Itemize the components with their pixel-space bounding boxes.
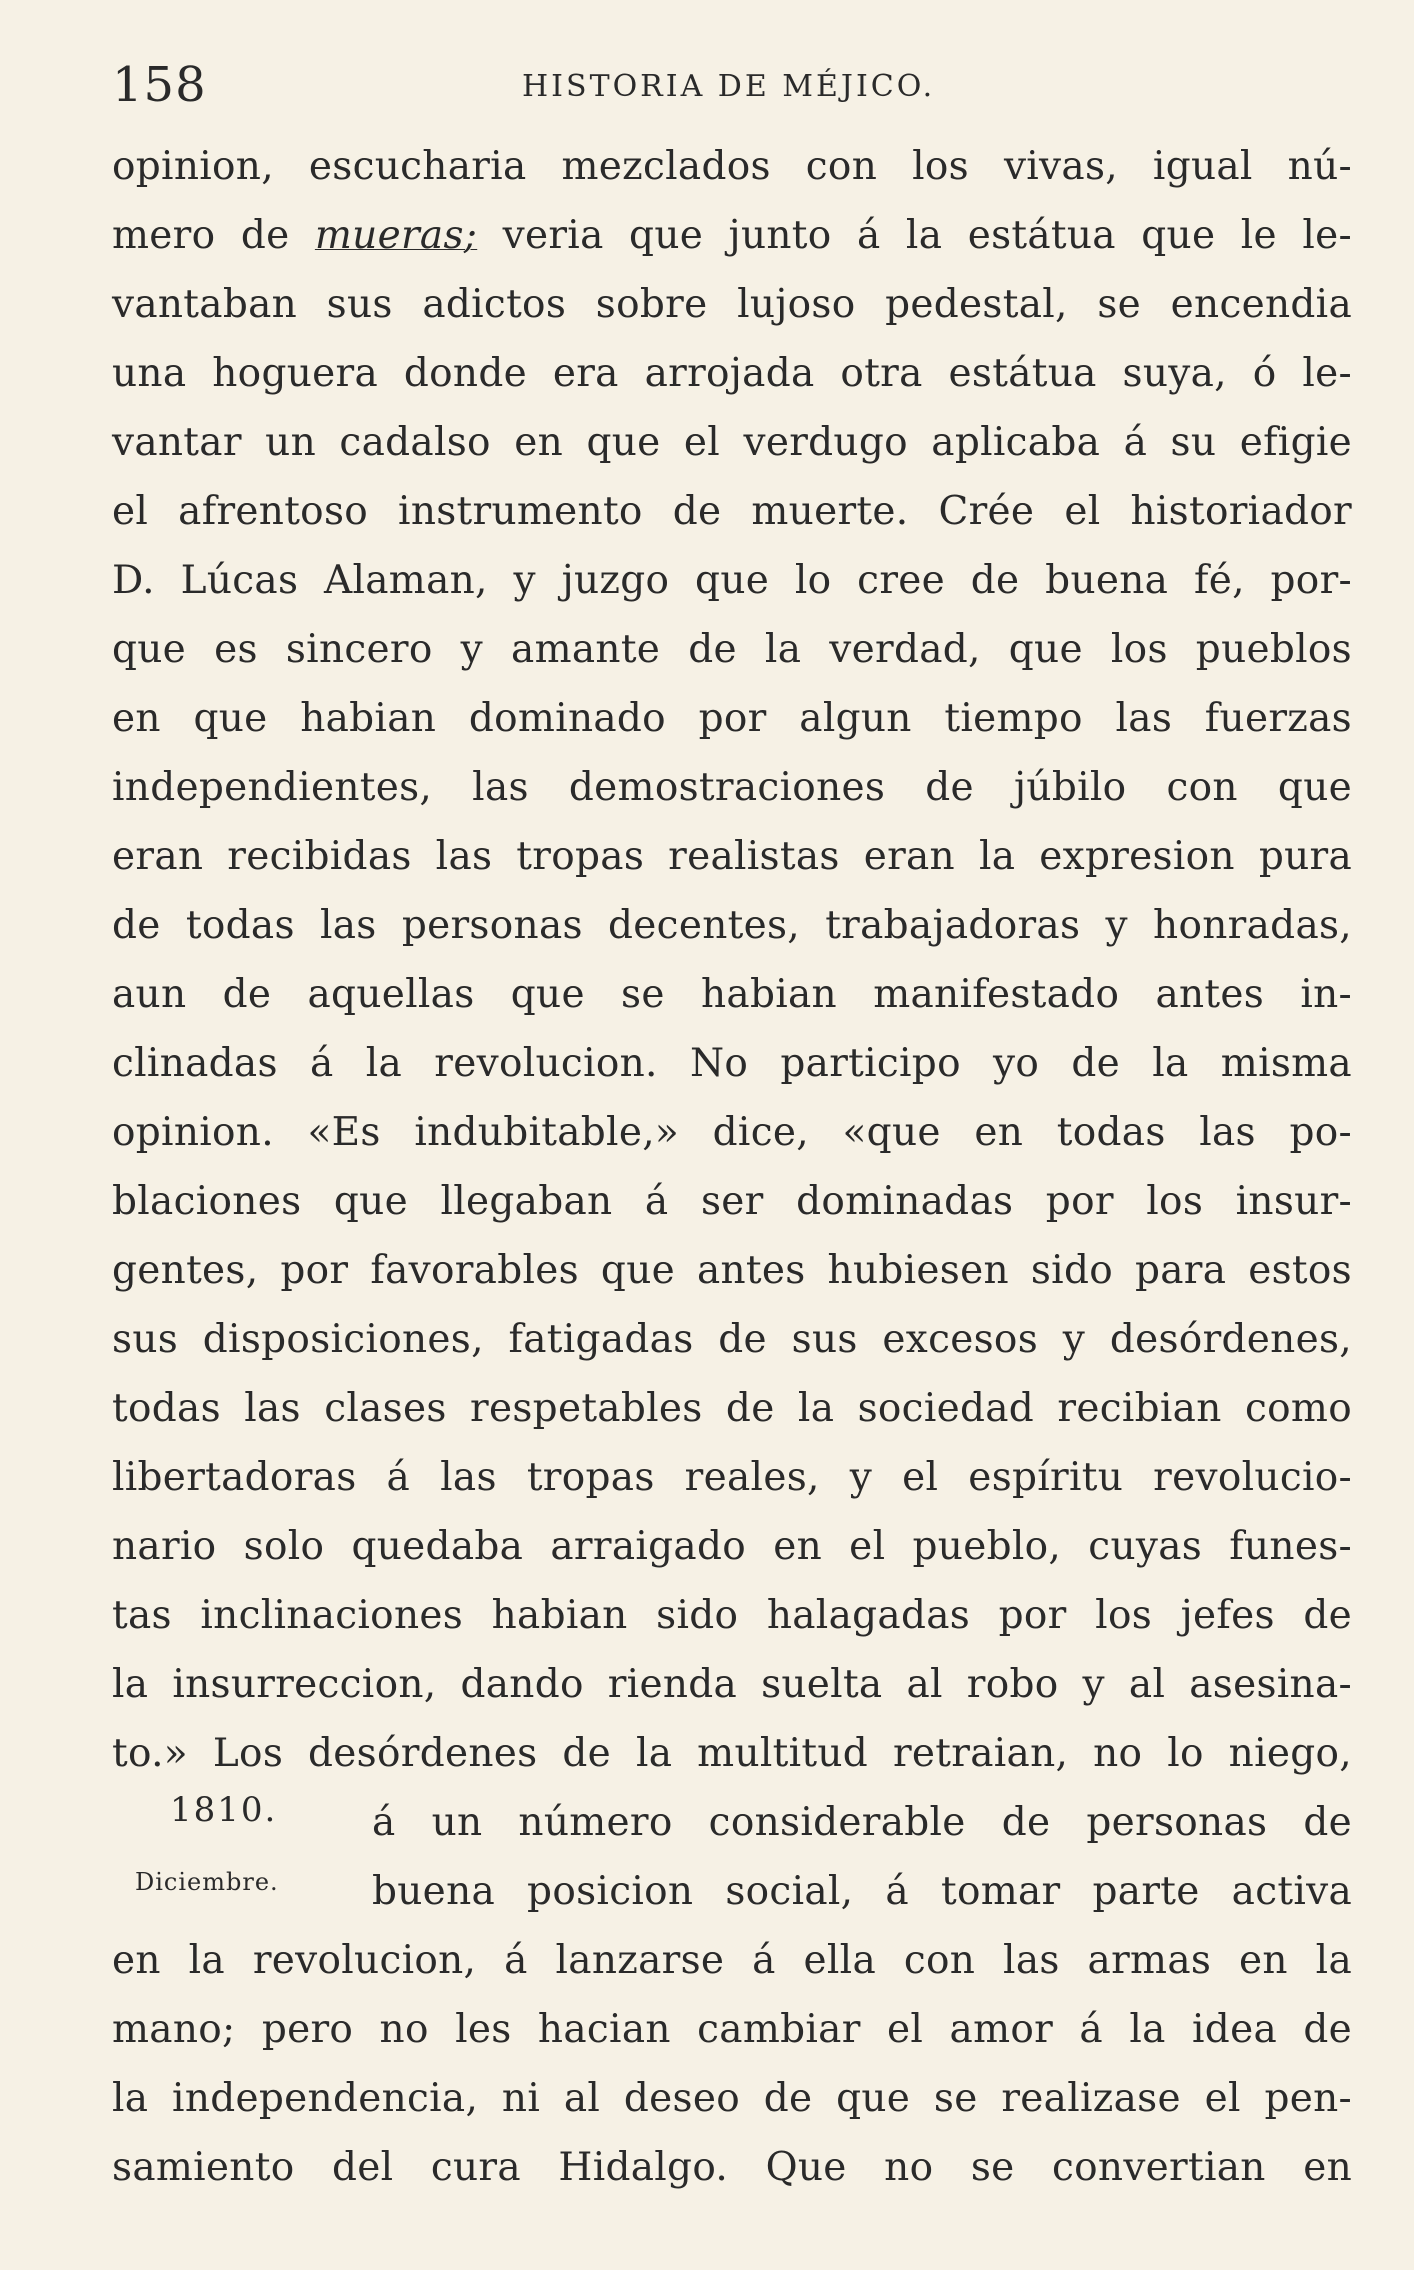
body-text	[112, 132, 1352, 2202]
text-line: tas inclinaciones habian sido halagadas por los jefes de	[112, 1593, 1352, 1638]
text-line: nario solo quedaba arraigado en el pueblo, cuyas funes-	[112, 1524, 1352, 1569]
text-line: en la revolucion, á lanzarse á ella con las armas en la	[112, 1938, 1352, 1983]
text-segment: veria que junto á la estátua que le le-	[477, 213, 1352, 258]
text-line: eran recibidas las tropas realistas eran la expresion pura	[112, 834, 1352, 879]
text-line: sus disposiciones, fatigadas de sus excesos y desórdenes,	[112, 1317, 1352, 1362]
text-line: que es sincero y amante de la verdad, que los pueblos	[112, 627, 1352, 672]
text-line: gentes, por favorables que antes hubiesen sido para estos	[112, 1248, 1352, 1293]
text-line: todas las clases respetables de la sociedad recibian como	[112, 1386, 1352, 1431]
margin-note-month: Diciembre.	[135, 1868, 279, 1896]
text-line: opinion, escucharia mezclados con los vivas, igual nú-	[112, 144, 1352, 189]
text-line: el afrentoso instrumento de muerte. Crée el historiador	[112, 489, 1352, 534]
text-line: libertadoras á las tropas reales, y el espíritu revolucio-	[112, 1455, 1352, 1500]
page-header	[112, 55, 1352, 125]
text-segment: mero de	[112, 213, 315, 258]
text-line: la insurreccion, dando rienda suelta al robo y al asesina-	[112, 1662, 1352, 1707]
text-line: samiento del cura Hidalgo. Que no se convertian en	[112, 2145, 1352, 2190]
text-line: mano; pero no les hacian cambiar el amor á la idea de	[112, 2007, 1352, 2052]
running-title: HISTORIA DE MÉJICO.	[522, 69, 936, 104]
text-line: blaciones que llegaban á ser dominadas por los insur-	[112, 1179, 1352, 1224]
text-line: vantaban sus adictos sobre lujoso pedestal, se encendia	[112, 282, 1352, 327]
page-number: 158	[112, 57, 207, 113]
text-line: opinion. «Es indubitable,» dice, «que en todas las po-	[112, 1110, 1352, 1155]
text-line: independientes, las demostraciones de júbilo con que	[112, 765, 1352, 810]
text-line: to.» Los desórdenes de la multitud retraian, no lo niego,	[112, 1731, 1352, 1776]
text-line: aun de aquellas que se habian manifestado antes in-	[112, 972, 1352, 1017]
text-line: clinadas á la revolucion. No participo yo de la misma	[112, 1041, 1352, 1086]
text-line: buena posicion social, á tomar parte activa	[372, 1869, 1352, 1914]
text-line: D. Lúcas Alaman, y juzgo que lo cree de buena fé, por-	[112, 558, 1352, 603]
text-line	[112, 201, 1352, 270]
text-line: una hoguera donde era arrojada otra estátua suya, ó le-	[112, 351, 1352, 396]
text-line: vantar un cadalso en que el verdugo aplicaba á su efigie	[112, 420, 1352, 465]
text-line: la independencia, ni al deseo de que se realizase el pen-	[112, 2076, 1352, 2121]
emphasized-word: mueras;	[314, 213, 478, 258]
text-line: á un número considerable de personas de	[372, 1800, 1352, 1845]
text-line: de todas las personas decentes, trabajadoras y honradas,	[112, 903, 1352, 948]
text-line: en que habian dominado por algun tiempo las fuerzas	[112, 696, 1352, 741]
margin-note-year: 1810.	[170, 1790, 278, 1830]
